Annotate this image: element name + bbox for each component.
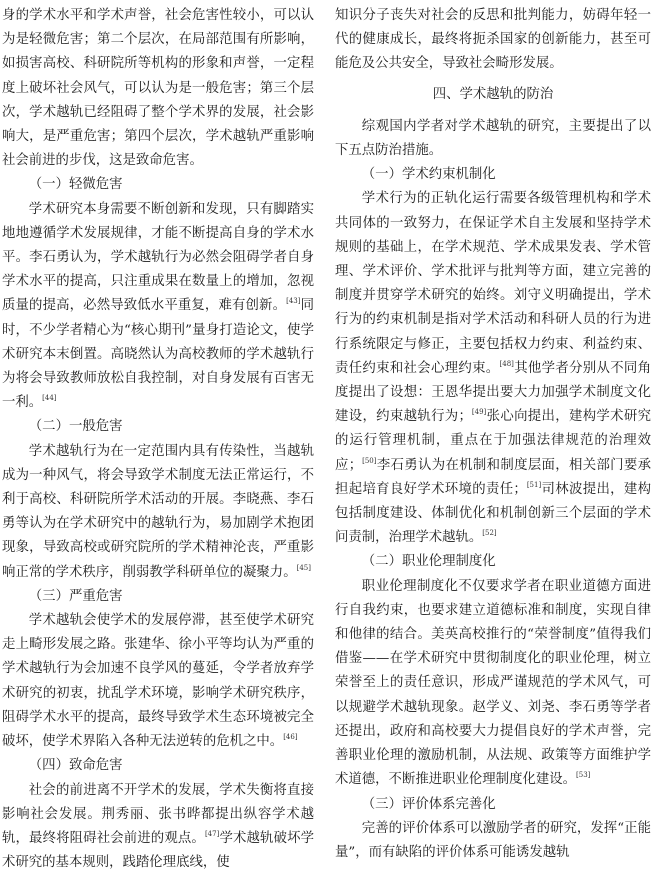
- paragraph: 学术行为的正轨化运行需要各级管理机构和学术共同体的一致努力，在保证学术自主发展和坚持学术规则的基础上，在学术规范、学术成果发表、学术管理、学术评价、学术批评与批判等方面，建立完善的制度并贯穿学术研究的始终。刘守义明确提出，学术行为的约束机制是指对学术活动和科研人员的行为进行系统限定与修正，主要包括权力约束、利益约束、责任约束和社会心理约束。[48]其他学者分别从不同角度提出了设想：王恩华提出要大力加强学术制度文化建设，约束越轨行为；[49]张心向提出，建构学术研究的运行管理机制，重点在于加强法律规范的治理效应；[50]李石勇认为在机制和制度层面，相关部门要承担起培育良好学术环境的责任；[51]司林波提出，建构包括制度建设、体制优化和机制创新三个层面的学术问责制，治理学术越轨。[52]: [335, 187, 651, 550]
- citation: [51]: [527, 481, 541, 489]
- paragraph: 完善的评价体系可以激励学者的研究，发挥“正能量”，而有缺陷的评价体系可能诱发越轨: [335, 817, 651, 865]
- subsection-heading: （一）轻微危害: [2, 173, 314, 197]
- subsection-heading: （二）职业伦理制度化: [335, 550, 651, 574]
- paragraph: 综观国内学者对学术越轨的研究，主要提出了以下五点防治措施。: [335, 115, 651, 163]
- subsection-heading: （二）一般危害: [2, 415, 314, 439]
- subsection-heading: （三）评价体系完善化: [335, 793, 651, 817]
- citation: [43]: [286, 297, 300, 305]
- citation: [45]: [297, 564, 311, 572]
- paragraph: 身的学术水平和学术声誉，社会危害性较小，可以认为是轻微危害；第二个层次，在局部范围有所影响，如损害高校、科研院所等机构的形象和声誉，一定程度上破坏社会风气，可以认为是一般危害；第三个层次，学术越轨已经阻碍了整个学术界的发展，社会影响大，是严重危害；第四个层次，学术越轨严重影响社会前进的步伐，这是致命危害。: [2, 4, 314, 173]
- citation: [53]: [576, 771, 590, 779]
- subsection-heading: （三）严重危害: [2, 585, 314, 609]
- citation: [49]: [472, 408, 486, 416]
- subsection-heading: （一）学术约束机制化: [335, 163, 651, 187]
- subsection-heading: （四）致命危害: [2, 754, 314, 778]
- paragraph: 学术研究本身需要不断创新和发现，只有脚踏实地地遵循学术发展规律，才能不断提高自身的学术水平。李石勇认为，学术越轨行为必然会阻碍学者自身学术水平的提高，只注重成果在数量上的增加，忽视质量的提高，必然导致低水平重复，难有创新。[43]同时，不少学者精心为“核心期刊”量身打造论文，使学术研究本末倒置。高晓然认为高校教师的学术越轨行为将会导致教师放松自我控制，对自身发展有百害无一利。[44]: [2, 198, 314, 416]
- section-heading: 四、学术越轨的防治: [335, 83, 651, 107]
- citation: [50]: [362, 457, 376, 465]
- citation: [44]: [42, 394, 56, 402]
- paragraph: 职业伦理制度化不仅要求学者在职业道德方面进行自我约束，也要求建立道德标准和制度，实现自律和他律的结合。美英高校推行的“荣誉制度”值得我们借鉴——在学术研究中贯彻制度化的职业伦理，树立荣誉至上的责任意识，形成严谨规范的学术风气，可以规避学术越轨现象。赵学义、刘尧、李石勇等学者还提出，政府和高校要大力提倡良好的学术声誉，完善职业伦理的激励机制，从法规、政策等方面维护学术道德，不断推进职业伦理制度化建设。[53]: [335, 575, 651, 793]
- citation: [46]: [283, 733, 297, 741]
- paragraph: 知识分子丧失对社会的反思和批判能力，妨碍年轻一代的健康成长，最终将扼杀国家的创新能力，甚至可能危及公共安全，导致社会畸形发展。: [335, 4, 651, 77]
- paragraph: 学术越轨会使学术的发展停滞，甚至使学术研究走上畸形发展之路。张建华、徐小平等均认为严重的学术越轨行为会加速不良学风的蔓延，令学者放弃学术研究的初衷，扰乱学术环境，影响学术研究秩序，阻碍学术水平的提高，最终导致学术生态环境被完全破坏，使学术界陷入各种无法逆转的危机之中。[46]: [2, 609, 314, 754]
- citation: [48]: [500, 360, 514, 368]
- left-column: [2, 4, 314, 875]
- paragraph: 学术越轨行为在一定范围内具有传染性，当越轨成为一种风气，将会导致学术制度无法正常运行，不利于高校、科研院所学术活动的开展。李晓燕、李石勇等认为在学术研究中的越轨行为，易加剧学术抱团现象，导致高校或研究院所的学术精神沦丧，严重影响正常的学术秩序，削弱教学科研单位的凝聚力。[45]: [2, 440, 314, 585]
- citation: [52]: [482, 529, 496, 537]
- right-column: [335, 4, 651, 865]
- paragraph: 社会的前进离不开学术的发展，学术失衡将直接影响社会发展。荆秀丽、张书晔都提出纵容学术越轨，最终将阻碍社会前进的观点。[47]学术越轨破坏学术研究的基本规则，践踏伦理底线，使: [2, 779, 314, 875]
- citation: [47]: [205, 830, 219, 838]
